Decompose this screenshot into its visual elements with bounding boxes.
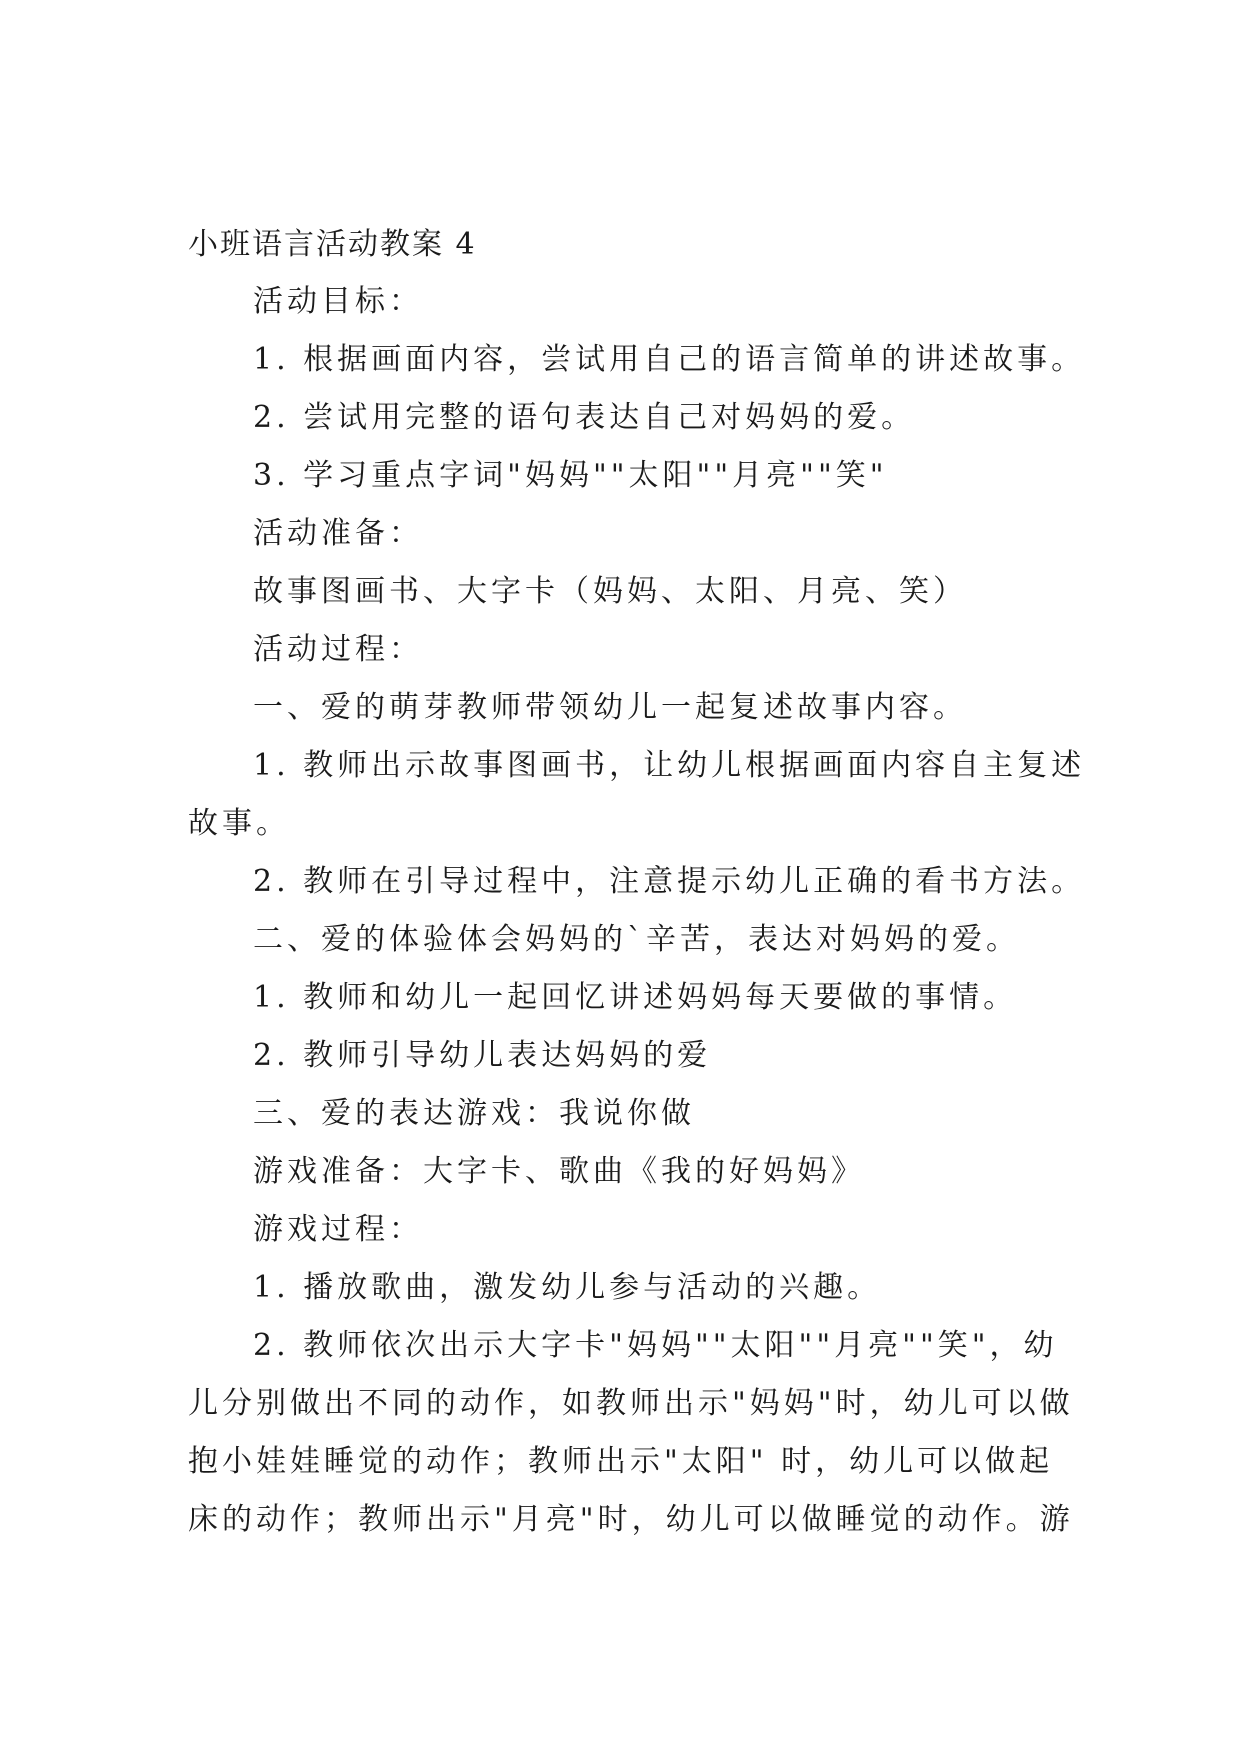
section-heading-process: 活动过程：	[253, 632, 423, 667]
game-process-item-2-line-3: 抱小娃娃睡觉的动作；教师出示"太阳" 时，幼儿可以做起	[188, 1444, 1054, 1479]
preparation-text: 故事图画书、大字卡（妈妈、太阳、月亮、笑）	[253, 574, 967, 609]
process-step-2-item-1: 1. 教师和幼儿一起回忆讲述妈妈每天要做的事情。	[253, 980, 1018, 1015]
process-step-1-heading: 一、爱的萌芽教师带领幼儿一起复述故事内容。	[253, 690, 967, 725]
process-step-1-item-2: 2. 教师在引导过程中，注意提示幼儿正确的看书方法。	[253, 864, 1086, 899]
game-process-item-2-line-2: 儿分别做出不同的动作，如教师出示"妈妈"时，幼儿可以做	[188, 1386, 1074, 1421]
game-preparation: 游戏准备：大字卡、歌曲《我的好妈妈》	[253, 1154, 865, 1189]
goal-item-3: 3. 学习重点字词"妈妈""太阳""月亮""笑"	[253, 458, 888, 493]
process-step-1-item-1: 1. 教师出示故事图画书，让幼儿根据画面内容自主复述	[253, 748, 1086, 783]
goal-item-2: 2. 尝试用完整的语句表达自己对妈妈的爱。	[253, 400, 916, 435]
goal-item-1: 1. 根据画面内容，尝试用自己的语言简单的讲述故事。	[253, 342, 1086, 377]
section-heading-preparation: 活动准备：	[253, 516, 423, 551]
game-process-item-1: 1. 播放歌曲，激发幼儿参与活动的兴趣。	[253, 1270, 882, 1305]
game-process-heading: 游戏过程：	[253, 1212, 423, 1247]
game-process-item-2-line-4: 床的动作；教师出示"月亮"时，幼儿可以做睡觉的动作。游	[188, 1502, 1074, 1537]
process-step-2-item-2: 2. 教师引导幼儿表达妈妈的爱	[253, 1038, 712, 1073]
process-step-2-heading: 二、爱的体验体会妈妈的`辛苦，表达对妈妈的爱。	[253, 922, 1020, 957]
process-step-3-heading: 三、爱的表达游戏：我说你做	[253, 1096, 695, 1131]
process-step-1-item-1-continued: 故事。	[188, 806, 290, 841]
section-heading-goals: 活动目标：	[253, 284, 423, 319]
game-process-item-2: 2. 教师依次出示大字卡"妈妈""太阳""月亮""笑"，幼	[253, 1328, 1058, 1363]
document-title: 小班语言活动教案 4	[188, 227, 477, 262]
